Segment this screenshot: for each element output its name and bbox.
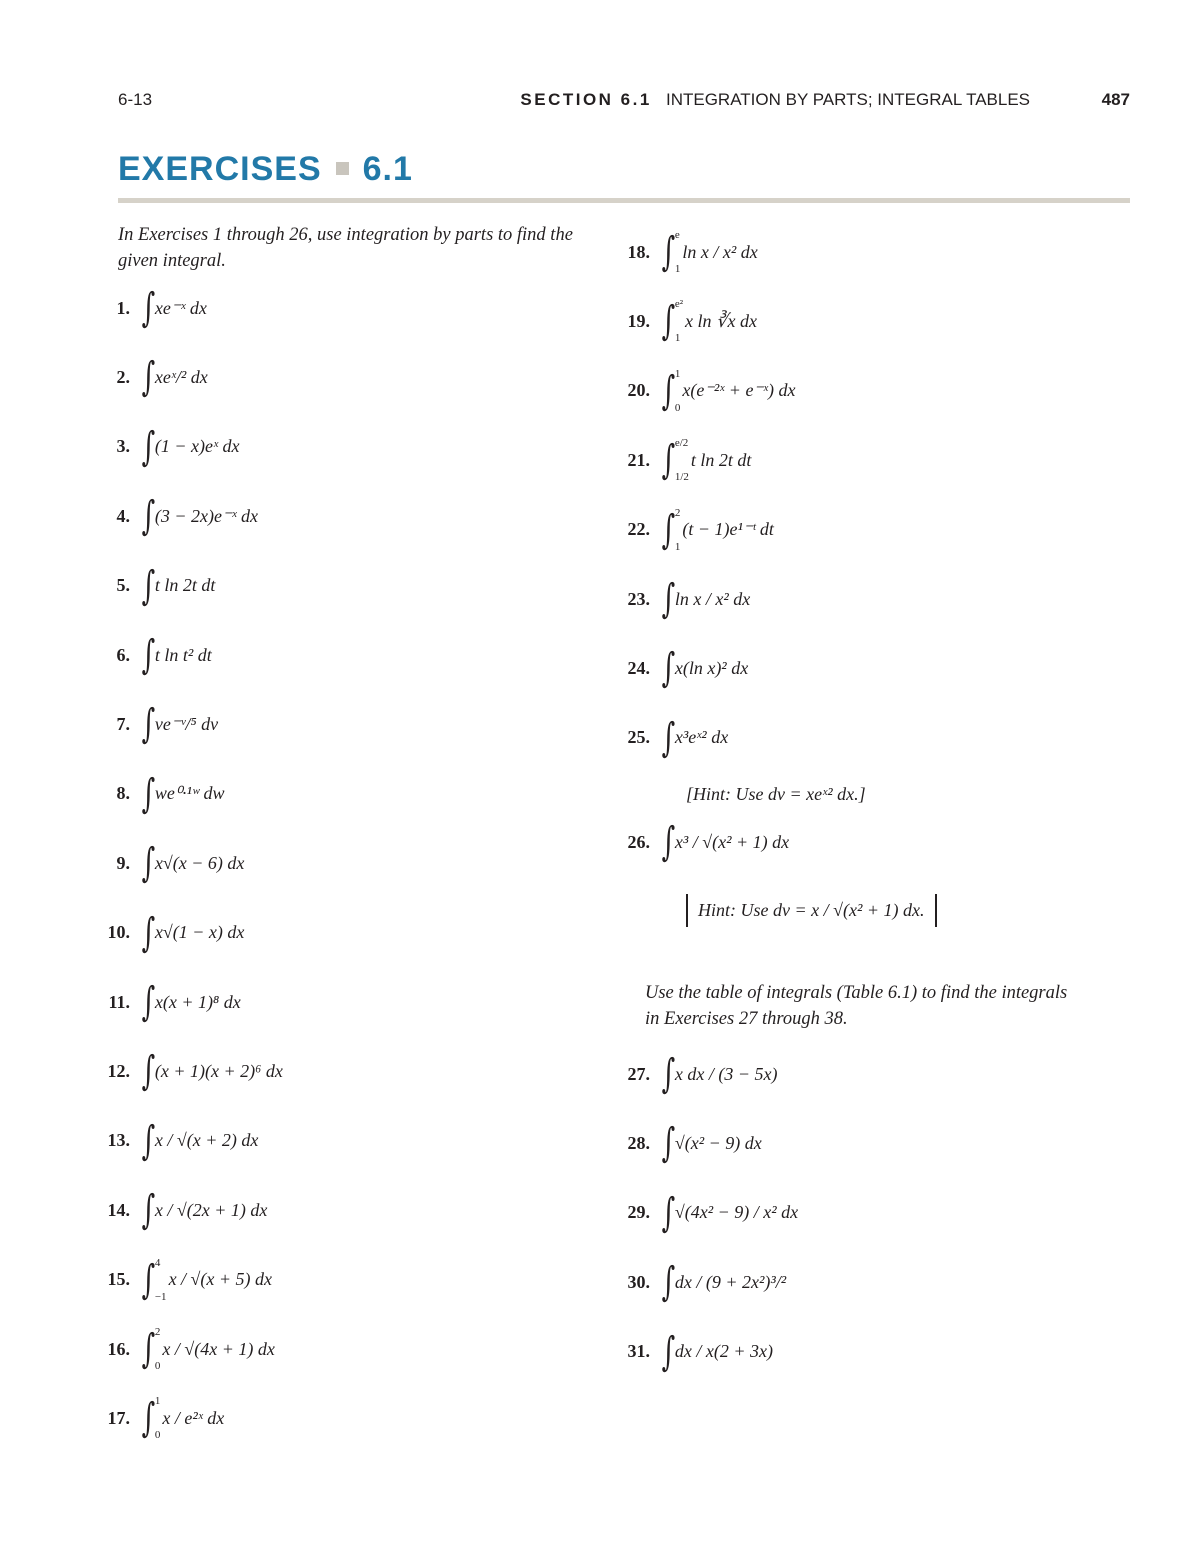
integral-sign: ∫ [141, 701, 156, 748]
integral-sign: ∫ [141, 909, 156, 956]
exercise-item [620, 367, 796, 414]
instructions-parts: In Exercises 1 through 26, use integration by parts to find the given integral. [118, 225, 573, 271]
integral-sign: ∫ [661, 1259, 676, 1306]
section-label: SECTION 6.1 [520, 90, 652, 109]
upper-limit: 2 [154, 1326, 161, 1338]
exercise-item [620, 714, 729, 761]
integrand: ve⁻ᵛ/⁵ dv [154, 713, 219, 734]
integral-sign: ∫ [141, 1048, 156, 1095]
exercise-number: 4. [116, 505, 130, 526]
lower-limit: 1 [674, 332, 681, 345]
integral-sign: ∫ [661, 1328, 676, 1375]
integral-sign: ∫ [141, 285, 156, 331]
exercise-item [100, 632, 212, 678]
exercise-item [100, 1326, 275, 1372]
exercise-number: 15. [107, 1269, 130, 1290]
integral-sign: ∫ [661, 576, 676, 622]
exercise-number: 11. [108, 991, 130, 1012]
lower-limit: 0 [154, 1429, 161, 1442]
integral-limits [675, 437, 689, 483]
integrand: √(x² − 9) dx [674, 1132, 762, 1153]
exercise-item [620, 506, 774, 553]
integrand: x / √(x + 2) dx [154, 1130, 259, 1151]
integrand: x / √(2x + 1) dx [154, 1199, 268, 1220]
exercise-number: 28. [627, 1132, 650, 1153]
exercise-number: 26. [627, 831, 650, 852]
integral-sign: ∫ [661, 1189, 676, 1236]
integral-sign: ∫ [661, 819, 676, 865]
integral-sign: ∫ [141, 562, 156, 609]
exercise-item [620, 1120, 762, 1167]
upper-limit: 1 [154, 1395, 161, 1408]
exercise-number: 22. [627, 519, 650, 540]
upper-limit: 1 [674, 367, 681, 380]
integrand: dx / (9 + 2x²)³/² [674, 1271, 787, 1292]
lower-limit: 1/2 [674, 471, 689, 484]
lower-limit: 0 [154, 1360, 161, 1372]
exercise-item [620, 645, 749, 692]
upper-limit: e/2 [674, 437, 689, 450]
integrand: dx / x(2 + 3x) [674, 1341, 773, 1362]
exercises-title [118, 150, 413, 189]
integral-sign: ∫ [141, 770, 156, 817]
integral-sign: ∫ [661, 367, 676, 414]
lower-limit: 0 [674, 401, 681, 414]
exercise-number: 9. [116, 852, 130, 873]
integral-limits [675, 298, 683, 344]
integral-sign: ∫ [141, 979, 156, 1025]
exercise-item [100, 1187, 268, 1234]
exercise-number: 27. [627, 1063, 650, 1084]
integral-sign: ∫ [661, 229, 676, 275]
upper-limit: e [674, 229, 680, 241]
exercise-number: 12. [107, 1060, 130, 1081]
exercise-item [100, 493, 259, 540]
integrand: x³ / √(x² + 1) dx [674, 831, 790, 852]
exercise-item [100, 770, 225, 817]
exercise-item [620, 229, 758, 275]
exercise-number: 21. [627, 449, 650, 470]
title-word: EXERCISES [118, 150, 322, 188]
integral-sign: ∫ [141, 423, 156, 470]
exercise-number: 5. [116, 575, 130, 596]
integral-sign: ∫ [661, 437, 676, 484]
exercise-item [620, 437, 752, 484]
integrand: (3 − 2x)e⁻ˣ dx [154, 505, 259, 526]
exercise-item [100, 701, 219, 748]
integral-sign: ∫ [661, 645, 676, 692]
exercise-item [100, 423, 240, 470]
exercise-item [620, 1189, 799, 1236]
exercise-item [620, 819, 790, 865]
integral-limits [675, 229, 681, 275]
integral-sign: ∫ [141, 1395, 156, 1442]
integral-limits [675, 368, 681, 414]
integral-limits [155, 1257, 167, 1303]
exercise-number: 24. [627, 657, 650, 678]
integral-sign: ∫ [661, 714, 676, 761]
exercise-number: 19. [627, 310, 650, 331]
instructions-table: Use the table of integrals (Table 6.1) to find the integrals in Exercises 27 through 38. [645, 983, 1068, 1029]
exercise-item [620, 576, 751, 622]
integrand: t ln 2t dt [154, 575, 216, 596]
section-title: INTEGRATION BY PARTS; INTEGRAL TABLES [665, 90, 1030, 109]
running-header-left: 6-13 [118, 90, 153, 109]
exercise-number: 25. [627, 727, 650, 748]
exercise-item [620, 1328, 773, 1375]
integral-sign: ∫ [661, 1120, 676, 1167]
exercise-number: 20. [627, 380, 650, 401]
integral-sign: ∫ [141, 1117, 156, 1164]
exercise-number: 31. [627, 1341, 650, 1362]
integrand: x√(x − 6) dx [154, 852, 245, 873]
exercise-item [620, 1051, 778, 1097]
upper-limit: 2 [674, 506, 681, 519]
integrand: x dx / (3 − 5x) [674, 1063, 778, 1084]
exercise-item [100, 1117, 259, 1164]
exercise-item [620, 298, 757, 345]
title-rule [118, 198, 1130, 203]
integrand: x / √(4x + 1) dx [162, 1338, 275, 1359]
page-number: 487 [1101, 90, 1130, 109]
integral-limits [675, 507, 681, 553]
exercise-item [100, 1048, 283, 1095]
exercise-number: 8. [116, 783, 130, 804]
integral-limits [155, 1326, 161, 1372]
integral-sign: ∫ [141, 1326, 156, 1372]
exercise-item [100, 285, 207, 331]
integrand: x³eˣ² dx [674, 727, 729, 748]
upper-limit: 4 [154, 1256, 161, 1269]
integrand: x√(1 − x) dx [154, 922, 245, 943]
integrand: xe⁻ˣ dx [154, 297, 207, 318]
integral-sign: ∫ [141, 1187, 156, 1234]
integral-sign: ∫ [141, 493, 156, 540]
exercise-number: 2. [116, 366, 130, 387]
hint-25: [Hint: Use dv = xeˣ² dx.] [686, 784, 866, 804]
lower-limit: 1 [674, 263, 681, 275]
integrand: √(4x² − 9) / x² dx [674, 1202, 799, 1223]
exercise-number: 3. [116, 436, 130, 457]
integrand: x(x + 1)⁸ dx [154, 991, 241, 1012]
integrand: x / √(x + 5) dx [168, 1269, 273, 1290]
integrand: ln x / x² dx [674, 588, 751, 609]
integrand: t ln 2t dt [690, 449, 752, 470]
exercise-item [100, 1256, 273, 1303]
exercise-number: 17. [107, 1407, 130, 1428]
upper-limit: e² [674, 298, 684, 311]
exercise-number: 14. [107, 1199, 130, 1220]
integrand: (x + 1)(x + 2)⁶ dx [154, 1060, 283, 1081]
exercise-number: 10. [107, 922, 130, 943]
title-square-separator [336, 162, 349, 175]
integrand: x / e²ˣ dx [162, 1407, 225, 1428]
exercise-number: 18. [627, 241, 650, 262]
exercise-item [100, 562, 216, 609]
exercise-number: 29. [627, 1202, 650, 1223]
integrand: we⁰·¹ʷ dw [154, 783, 225, 804]
lower-limit: 1 [674, 540, 681, 553]
integrand: xeˣ/² dx [154, 366, 208, 387]
integrand: (t − 1)e¹⁻ᵗ dt [682, 519, 774, 540]
lower-limit: −1 [154, 1290, 167, 1303]
title-number: 6.1 [362, 150, 413, 188]
integral-sign: ∫ [661, 1051, 676, 1097]
exercise-number: 7. [116, 713, 130, 734]
integral-sign: ∫ [141, 1256, 156, 1303]
integral-sign: ∫ [141, 632, 156, 678]
integrand: t ln t² dt [154, 644, 212, 665]
integrand: ln x / x² dx [682, 241, 758, 262]
hint-26: Hint: Use dv = x / √(x² + 1) dx. [686, 894, 937, 927]
running-header-section [520, 90, 1030, 110]
exercise-number: 1. [116, 297, 130, 318]
integral-sign: ∫ [661, 298, 676, 345]
exercise-item [100, 1395, 225, 1442]
integral-sign: ∫ [141, 354, 156, 401]
integrand: x(ln x)² dx [674, 657, 749, 678]
exercise-item [100, 840, 245, 887]
integrand: (1 − x)eˣ dx [154, 436, 240, 457]
integral-limits [155, 1395, 161, 1441]
exercise-number: 16. [107, 1338, 130, 1359]
exercise-number: 13. [107, 1130, 130, 1151]
exercise-item [100, 354, 208, 401]
integral-sign: ∫ [661, 506, 676, 553]
integral-sign: ∫ [141, 840, 156, 887]
exercise-item [100, 979, 241, 1025]
exercise-number: 30. [627, 1271, 650, 1292]
exercise-item [620, 1259, 787, 1306]
exercise-item [100, 909, 245, 956]
integrand: x ln ∛x dx [685, 310, 757, 331]
integrand: x(e⁻²ˣ + e⁻ˣ) dx [682, 380, 796, 401]
exercise-number: 23. [627, 588, 650, 609]
exercise-number: 6. [116, 644, 130, 665]
